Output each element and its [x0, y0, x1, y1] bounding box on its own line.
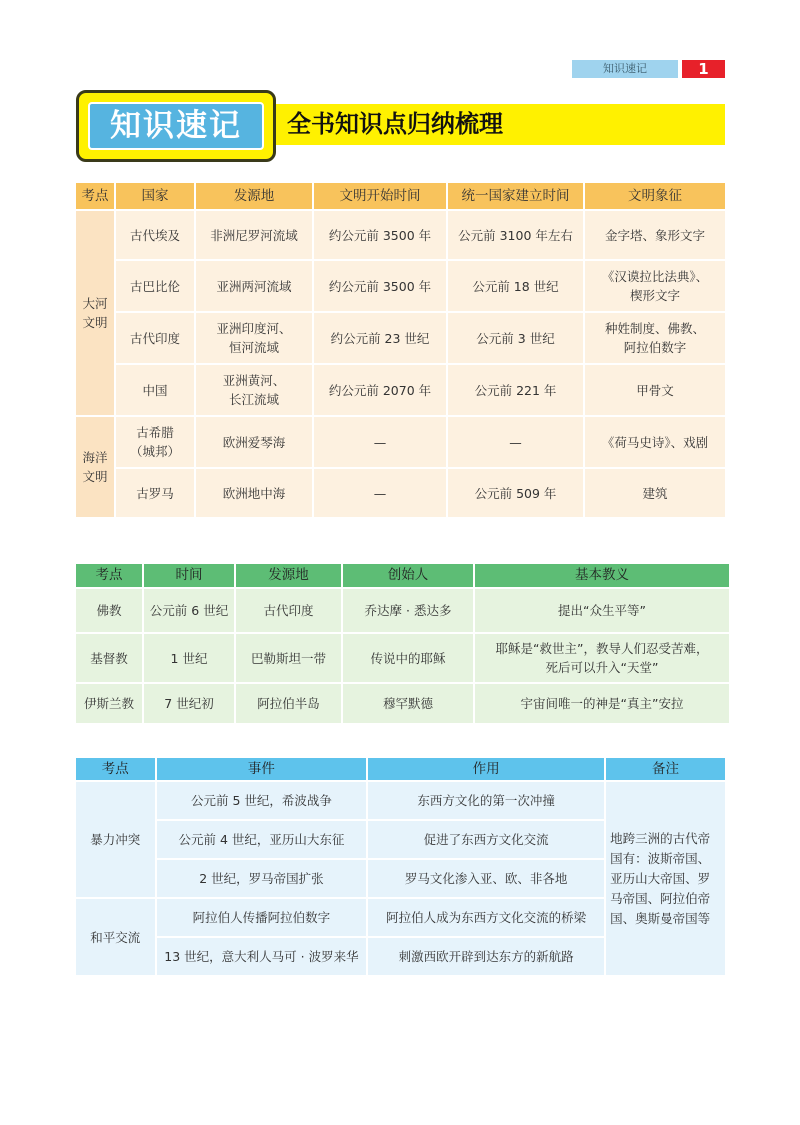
table-cell: 东西方文化的第一次冲撞	[368, 782, 604, 819]
table-cell: 种姓制度、佛教、 阿拉伯数字	[585, 313, 725, 363]
note-cell: 地跨三洲的古代帝 国有：波斯帝国、 亚历山大帝国、罗 马帝国、阿拉伯帝 国、奥斯曼帝国等	[606, 782, 725, 975]
table-cell: 金字塔、象形文字	[585, 211, 725, 259]
table-row	[76, 261, 725, 311]
header-cell: 时间	[144, 564, 234, 587]
table-cell: —	[314, 417, 446, 467]
header-cell: 统一国家建立时间	[448, 183, 583, 209]
table-cell: 公元前 18 世纪	[448, 261, 583, 311]
header-cell: 事件	[157, 758, 367, 780]
banner-badge	[76, 90, 276, 162]
table-row	[76, 417, 725, 467]
table-cell: 建筑	[585, 469, 725, 517]
table-row	[76, 211, 725, 259]
table-cell: 《汉谟拉比法典》、 楔形文字	[585, 261, 725, 311]
page-header-label: 知识速记	[572, 60, 678, 78]
header-cell: 文明开始时间	[314, 183, 446, 209]
table-cell: 罗马文化渗入亚、欧、非各地	[368, 860, 604, 897]
category-cell: 和平交流	[76, 899, 155, 975]
table-cell: 公元前 221 年	[448, 365, 583, 415]
table-cell: 传说中的耶稣	[343, 634, 473, 682]
table-cell: 古希腊 （城邦）	[116, 417, 194, 467]
table-cell: 公元前 6 世纪	[144, 589, 234, 632]
table-cell: 基督教	[76, 634, 142, 682]
table-row	[76, 634, 729, 682]
table-cell: 13 世纪，意大利人马可 · 波罗来华	[157, 938, 367, 975]
header-cell: 备注	[606, 758, 725, 780]
category-cell: 大河 文明	[76, 211, 114, 415]
table-row	[76, 684, 729, 723]
header-cell: 考点	[76, 564, 142, 587]
civilizations-table	[74, 181, 727, 519]
banner-subtitle: 全书知识点归纳梳理	[287, 110, 503, 138]
table-cell: 促进了东西方文化交流	[368, 821, 604, 858]
table-cell: 公元前 3 世纪	[448, 313, 583, 363]
table-cell: 伊斯兰教	[76, 684, 142, 723]
cultural-exchange-table	[74, 756, 727, 977]
table-cell: 公元前 3100 年左右	[448, 211, 583, 259]
table-cell: 古巴比伦	[116, 261, 194, 311]
table-cell: 阿拉伯半岛	[236, 684, 341, 723]
table-cell: 约公元前 2070 年	[314, 365, 446, 415]
table-cell: 耶稣是“救世主”，教导人们忍受苦难， 死后可以升入“天堂”	[475, 634, 729, 682]
table-cell: 约公元前 23 世纪	[314, 313, 446, 363]
table-header-row	[76, 564, 729, 587]
category-cell: 暴力冲突	[76, 782, 155, 897]
header-cell: 考点	[76, 183, 114, 209]
table-cell: 约公元前 3500 年	[314, 211, 446, 259]
table-cell: 亚洲印度河、 恒河流域	[196, 313, 312, 363]
header-cell: 作用	[368, 758, 604, 780]
table-cell: 刺激西欧开辟到达东方的新航路	[368, 938, 604, 975]
table-cell: 公元前 509 年	[448, 469, 583, 517]
header-cell: 文明象征	[585, 183, 725, 209]
table-cell: 非洲尼罗河流域	[196, 211, 312, 259]
table-header-row	[76, 758, 725, 780]
table-cell: 1 世纪	[144, 634, 234, 682]
table-row	[76, 782, 725, 819]
table-cell: 亚洲两河流域	[196, 261, 312, 311]
header-cell: 国家	[116, 183, 194, 209]
table-row	[76, 469, 725, 517]
table-cell: 公元前 4 世纪，亚历山大东征	[157, 821, 367, 858]
page-header	[572, 60, 725, 78]
table-cell: 古代埃及	[116, 211, 194, 259]
table-cell: 《荷马史诗》、戏剧	[585, 417, 725, 467]
table-cell: 7 世纪初	[144, 684, 234, 723]
table-cell: 2 世纪，罗马帝国扩张	[157, 860, 367, 897]
table-cell: —	[314, 469, 446, 517]
table-cell: 中国	[116, 365, 194, 415]
table-cell: 宇宙间唯一的神是“真主”安拉	[475, 684, 729, 723]
table-cell: 巴勒斯坦一带	[236, 634, 341, 682]
table-cell: 约公元前 3500 年	[314, 261, 446, 311]
header-cell: 基本教义	[475, 564, 729, 587]
religions-table	[74, 562, 731, 725]
header-cell: 发源地	[196, 183, 312, 209]
table-row	[76, 365, 725, 415]
header-cell: 考点	[76, 758, 155, 780]
table-cell: 阿拉伯人传播阿拉伯数字	[157, 899, 367, 936]
table-cell: 公元前 5 世纪，希波战争	[157, 782, 367, 819]
table-header-row	[76, 183, 725, 209]
table-row	[76, 313, 725, 363]
page-number: 1	[682, 60, 725, 78]
table-cell: 提出“众生平等”	[475, 589, 729, 632]
table-cell: 欧洲地中海	[196, 469, 312, 517]
table-cell: 古罗马	[116, 469, 194, 517]
table-cell: 甲骨文	[585, 365, 725, 415]
banner-title: 知识速记	[88, 102, 264, 150]
table-cell: 佛教	[76, 589, 142, 632]
table-cell: 古代印度	[116, 313, 194, 363]
table-cell: 穆罕默德	[343, 684, 473, 723]
table-cell: 阿拉伯人成为东西方文化交流的桥梁	[368, 899, 604, 936]
table-row	[76, 589, 729, 632]
category-cell: 海洋 文明	[76, 417, 114, 517]
table-cell: —	[448, 417, 583, 467]
table-cell: 乔达摩 · 悉达多	[343, 589, 473, 632]
table-cell: 欧洲爱琴海	[196, 417, 312, 467]
header-cell: 创始人	[343, 564, 473, 587]
header-cell: 发源地	[236, 564, 341, 587]
table-cell: 亚洲黄河、 长江流域	[196, 365, 312, 415]
table-cell: 古代印度	[236, 589, 341, 632]
